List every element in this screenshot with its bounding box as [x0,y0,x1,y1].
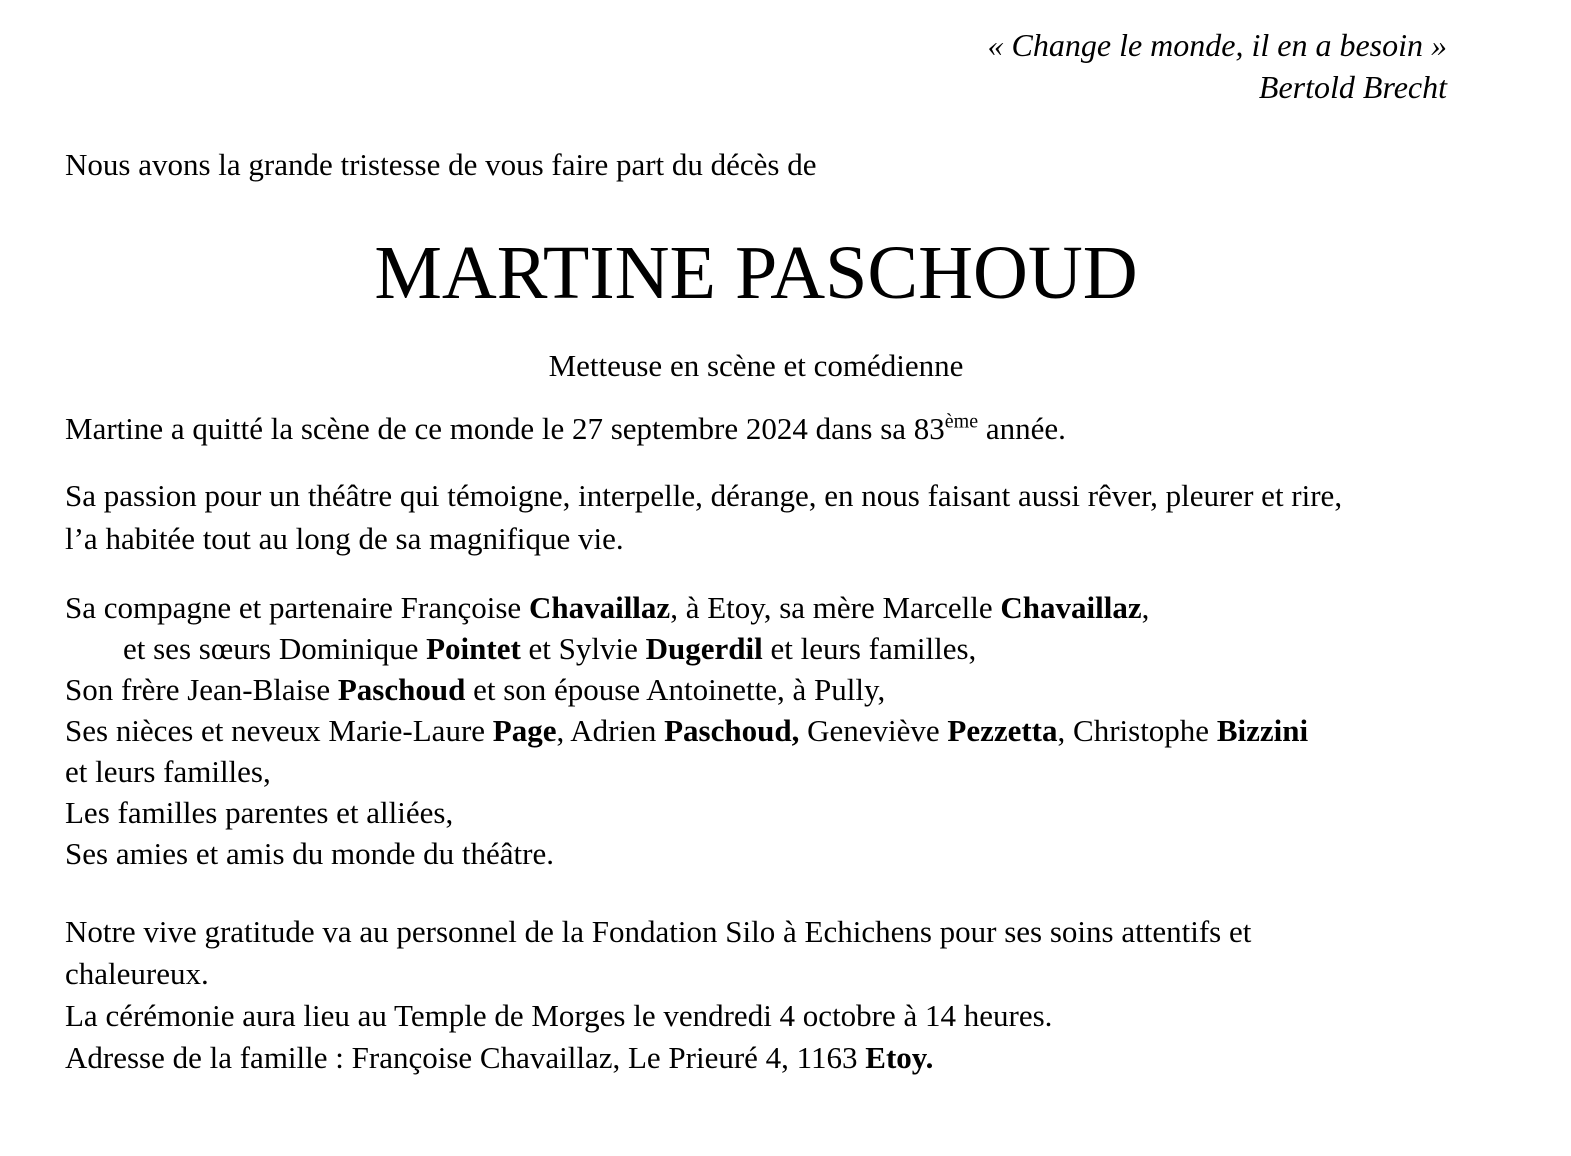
text-segment: chaleureux. [65,956,209,991]
emphasized-name: Pezzetta [947,713,1058,748]
family-line [65,669,1447,710]
text-segment: Ses nièces et neveux Marie-Laure [65,713,493,748]
emphasized-name: Page [492,713,557,748]
family-line [65,792,1447,833]
emphasized-name: Paschoud [337,672,466,707]
text-segment: , Adrien [556,713,665,748]
text-segment: et ses sœurs Dominique [123,631,427,666]
closing-line [65,1037,1447,1079]
ordinal-superscript: ème [944,410,979,433]
announcement-line: Nous avons la grande tristesse de vous faire part du décès de [65,147,817,182]
family-line [65,587,1447,628]
text-segment: La cérémonie aura lieu au Temple de Morges le vendredi 4 octobre à 14 heures. [65,998,1053,1033]
text-segment: Adresse de la famille : Françoise Chavaillaz, Le Prieuré 4, 1163 [65,1040,866,1075]
profession-subtitle: Metteuse en scène et comédienne [548,348,964,383]
text-segment: Son frère Jean-Blaise [65,672,338,707]
death-date-line [65,408,1447,450]
death-date-prefix: Martine a quitté la scène de ce monde le 27 septembre 2024 dans sa 83 [65,411,945,446]
text-segment: Geneviève [799,713,948,748]
family-line [65,710,1447,751]
text-segment: Les familles parentes et alliées, [65,795,454,830]
text-segment: , Christophe [1057,713,1217,748]
text-segment: , à Etoy, sa mère Marcelle [670,590,1001,625]
emphasized-name: Chavaillaz [1000,590,1142,625]
emphasized-name: Pointet [426,631,521,666]
tribute-line: Sa passion pour un théâtre qui témoigne, interpelle, dérange, en nous faisant aussi rêver, pleurer et rire, [65,478,1343,513]
text-segment: et Sylvie [520,631,646,666]
text-segment: Sa compagne et partenaire Françoise [65,590,529,625]
tribute-paragraph [65,474,1447,560]
closing-line [65,995,1447,1037]
closing-line [65,911,1447,953]
emphasized-name: Chavaillaz [528,590,671,625]
text-segment: , [1141,590,1150,625]
closing-line [65,953,1447,995]
text-segment: et leurs familles, [762,631,977,666]
page-title-deceased-name: MARTINE PASCHOUD [374,231,1138,315]
emphasized-name: Dugerdil [645,631,763,666]
tribute-line: l’a habitée tout au long de sa magnifique vie. [65,521,624,556]
family-line [65,751,1447,792]
text-segment: et leurs familles, [65,754,271,789]
epigraph [65,24,1447,108]
text-segment: et son épouse Antoinette, à Pully, [465,672,886,707]
death-date-suffix: année. [978,411,1066,446]
closing-paragraph [65,911,1447,1079]
emphasized-name: Bizzini [1216,713,1309,748]
emphasized-name: Etoy. [865,1040,934,1075]
epigraph-quote: « Change le monde, il en a besoin » [987,27,1447,63]
family-line [65,628,1447,669]
emphasized-name: Paschoud, [664,713,800,748]
text-segment: Notre vive gratitude va au personnel de la Fondation Silo à Echichens pour ses soins attentifs et [65,914,1252,949]
family-line [65,833,1447,874]
epigraph-attribution: Bertold Brecht [1258,69,1447,105]
text-segment: Ses amies et amis du monde du théâtre. [65,836,554,871]
family-list [65,587,1447,874]
